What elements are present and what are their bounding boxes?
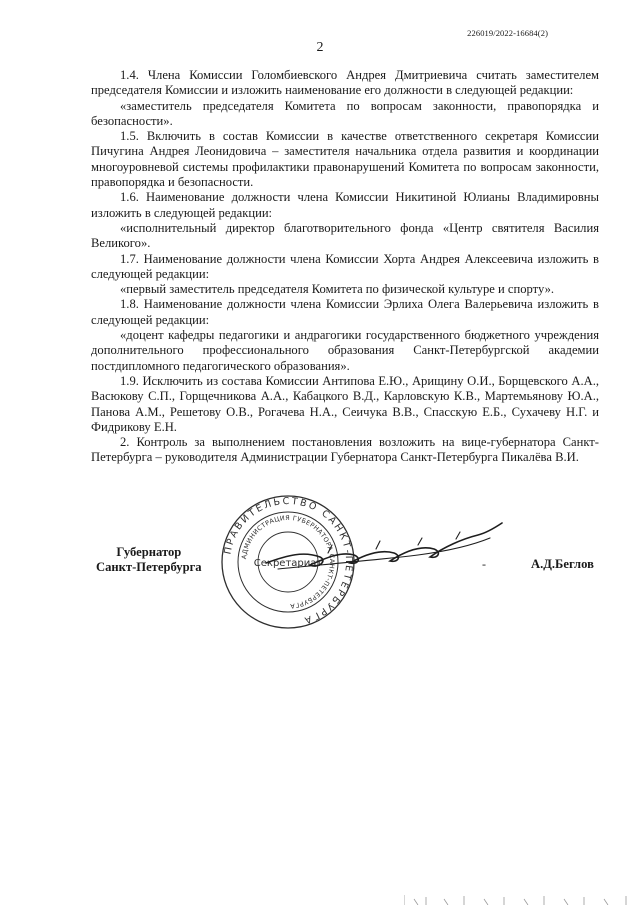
signatory-title-line: Санкт-Петербурга xyxy=(96,560,202,574)
paragraph: 2. Контроль за выполнением постановления возложить на вице-губернатора Санкт-Петербурга – руководителя Администрации Губернатора Санкт-Петербурга Пикалёва В.И. xyxy=(91,435,599,465)
document-body xyxy=(91,68,599,466)
signatory-title xyxy=(96,545,202,575)
document-number: 226019/2022-16684(2) xyxy=(467,28,548,38)
paragraph: 1.6. Наименование должности члена Комиссии Никитиной Юлианы Владимировны изложить в следующей редакции: xyxy=(91,190,599,220)
paragraph: «первый заместитель председателя Комитета по физической культуре и спорту». xyxy=(120,282,555,297)
paragraph: «заместитель председателя Комитета по вопросам законности, правопорядка и безопасности». xyxy=(91,98,599,128)
signatory-name: А.Д.Беглов xyxy=(531,557,594,571)
paragraph: 1.9. Исключить из состава Комиссии Антипова Е.Ю., Арищину О.И., Борщевского А.А., Васюкову С.П., Горщечникова А.А., Кабацкого В.Д., Карловскую К.В., Мартемьянову Ю.А., Панова А.М., Решетову О.В., Рогачева Н.А., Сеичука В.В., Спасскую Е.Б., Сухачеву Н.Г. и Фидрикову Е.Н. xyxy=(91,373,599,434)
signature-dash: - xyxy=(482,557,486,571)
paragraph: 1.8. Наименование должности члена Комиссии Эрлиха Олега Валерьевича изложить в следующей редакции: xyxy=(91,297,599,327)
paragraph: «исполнительный директор благотворительного фонда «Центр святителя Василия Великого». xyxy=(91,220,599,251)
seal-outer-text: ПРАВИТЕЛЬСТВО САНКТ-ПЕТЕРБУРГА xyxy=(222,495,355,627)
handwritten-signature xyxy=(258,505,508,595)
paragraph: «доцент кафедры педагогики и андрагогики государственного бюджетного учреждения дополнительного профессионального образования Санкт-Петербургской академии постдипломного педагогического образования». xyxy=(91,328,599,373)
signatory-title-line: Губернатор xyxy=(116,545,182,559)
paragraph: 1.5. Включить в состав Комиссии в качестве ответственного секретаря Комиссии Пичугина Андрея Леонидовича – заместителя начальника отдела развития и координации многоуровневой системы профилактики правонарушений Комитета по вопросам законности, правопорядка и безопасности. xyxy=(91,129,599,190)
paragraph: 1.7. Наименование должности члена Комиссии Хорта Андрея Алексеевича изложить в следующей редакции: xyxy=(91,251,599,281)
page-number: 2 xyxy=(316,40,324,55)
seal-inner-text: АДМИНИСТРАЦИЯ ГУБЕРНАТОРА САНКТ-ПЕТЕРБУРГА xyxy=(240,513,337,611)
seal-center-text: Секретариат xyxy=(253,558,323,569)
scan-edge-marks xyxy=(404,893,630,905)
paragraph: 1.4. Члена Комиссии Голомбиевского Андрея Дмитриевича считать заместителем председателя Комиссии и изложить наименование его должности в следующей редакции: xyxy=(91,68,599,98)
